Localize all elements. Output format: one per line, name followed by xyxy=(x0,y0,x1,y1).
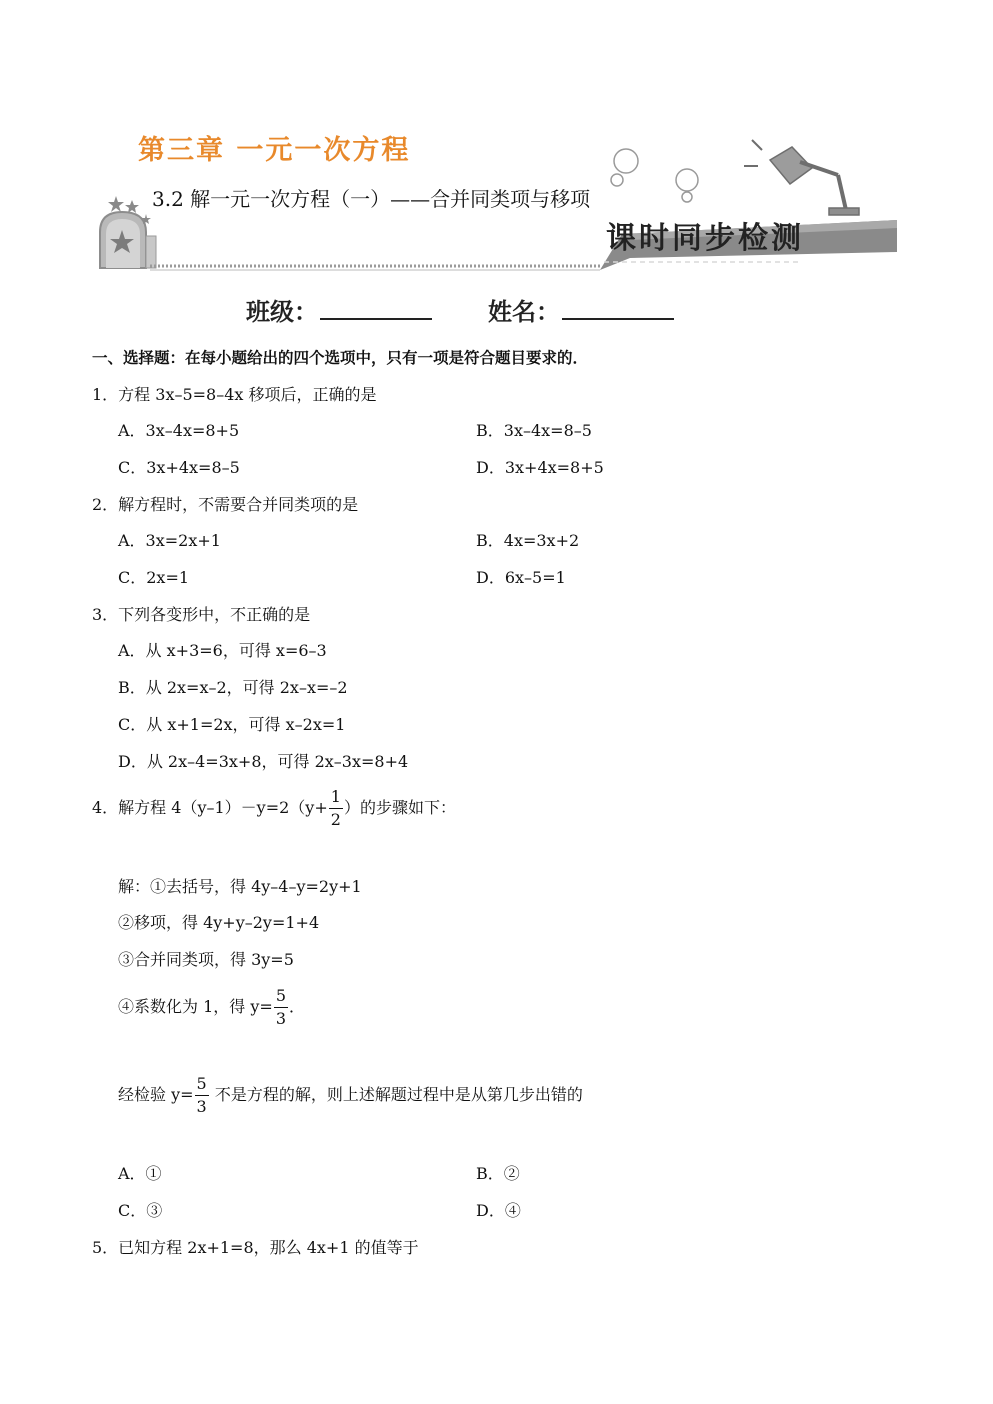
q3-option-a[interactable]: A．从 x+3=6，可得 x=6–3 xyxy=(118,641,327,660)
name-label: 姓名： xyxy=(488,297,560,326)
q2-option-a[interactable]: A．3x=2x+1 xyxy=(118,531,221,550)
name-blank[interactable] xyxy=(562,318,674,320)
q4-step4-fraction xyxy=(274,985,288,1030)
q4-stem-fraction xyxy=(329,786,343,831)
q4-option-d[interactable]: D．④ xyxy=(476,1201,521,1220)
section-heading: 一、选择题：在每小题给出的四个选项中，只有一项是符合题目要求的． xyxy=(92,349,589,367)
q2-option-d[interactable]: D．6x–5=1 xyxy=(476,568,566,587)
fraction-denominator: 2 xyxy=(330,810,341,829)
q4-step-2: ②移项，得 4y+y–2y=1+4 xyxy=(118,913,320,932)
q2-option-b[interactable]: B．4x=3x+2 xyxy=(476,531,580,550)
q4-step-4 xyxy=(118,985,305,1030)
q4-check-after: 不是方程的解，则上述解题过程中是从第几步出错的 xyxy=(209,1085,583,1104)
class-blank[interactable] xyxy=(320,318,432,320)
q4-stem-after: ）的步骤如下： xyxy=(343,798,456,817)
q1-option-d[interactable]: D．3x+4x=8+5 xyxy=(476,458,604,477)
fraction-numerator: 1 xyxy=(329,786,343,809)
q4-stem xyxy=(92,786,456,831)
fraction-numerator: 5 xyxy=(274,985,288,1008)
desk-lamp-icon xyxy=(744,140,859,215)
q4-step-1: 解：①去括号，得 4y–4–y=2y+1 xyxy=(118,877,362,896)
q1-option-a[interactable]: A．3x–4x=8+5 xyxy=(118,421,240,440)
q3-stem: 3．下列各变形中，不正确的是 xyxy=(92,605,311,624)
q5-stem: 5．已知方程 2x+1=8，那么 4x+1 的值等于 xyxy=(92,1238,419,1257)
fraction-numerator: 5 xyxy=(195,1073,209,1096)
q4-step4-before: ④系数化为 1，得 y= xyxy=(118,997,273,1016)
fraction-denominator: 3 xyxy=(275,1009,286,1028)
fraction-denominator: 3 xyxy=(196,1097,207,1116)
q1-option-b[interactable]: B．3x–4x=8–5 xyxy=(476,421,592,440)
q4-step4-after: ． xyxy=(289,997,306,1016)
q4-check-fraction xyxy=(195,1073,209,1118)
q4-check-before: 经检验 y= xyxy=(118,1085,194,1104)
q4-check xyxy=(118,1073,583,1118)
banner-text: 课时同步检测 xyxy=(606,221,804,256)
q1-option-c[interactable]: C．3x+4x=8–5 xyxy=(118,458,240,477)
q4-step-3: ③合并同类项，得 3y=5 xyxy=(118,950,294,969)
q4-option-a[interactable]: A．① xyxy=(118,1164,162,1183)
q1-stem: 1．方程 3x–5=8–4x 移项后，正确的是 xyxy=(92,385,377,404)
chapter-title: 第三章 一元一次方程 xyxy=(138,135,411,166)
q3-option-d[interactable]: D．从 2x–4=3x+8，可得 2x–3x=8+4 xyxy=(118,752,409,771)
section-title: 3.2 解一元一次方程（一）——合并同类项与移项 xyxy=(152,187,591,211)
q4-option-b[interactable]: B．② xyxy=(476,1164,520,1183)
q4-option-c[interactable]: C．③ xyxy=(118,1201,163,1220)
q4-stem-before: 4．解方程 4（y–1）－y=2（y+ xyxy=(92,798,328,817)
q2-stem: 2．解方程时，不需要合并同类项的是 xyxy=(92,495,359,514)
q3-option-c[interactable]: C．从 x+1=2x，可得 x–2x=1 xyxy=(118,715,346,734)
class-label: 班级： xyxy=(246,297,318,326)
q3-option-b[interactable]: B．从 2x=x–2，可得 2x–x=–2 xyxy=(118,678,348,697)
bubbles-icon xyxy=(611,149,698,202)
q2-option-c[interactable]: C．2x=1 xyxy=(118,568,190,587)
